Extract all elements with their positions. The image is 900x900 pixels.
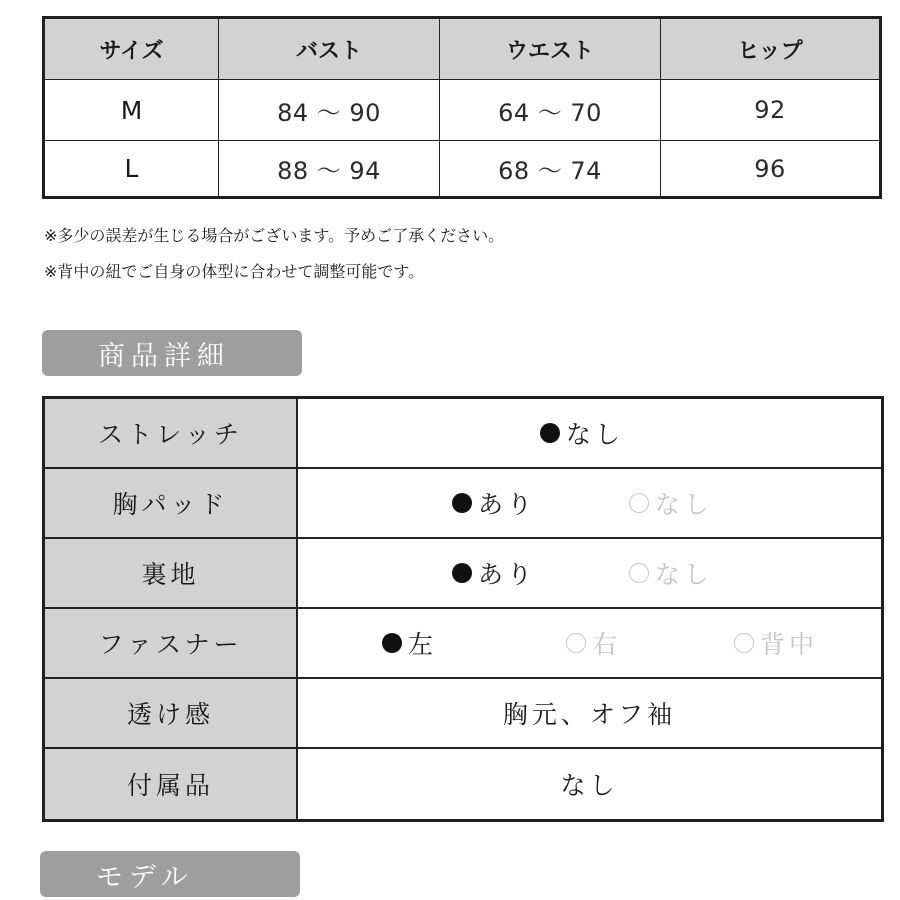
filled-circle-icon — [452, 493, 472, 513]
chest-pad-label: 胸パッド — [45, 469, 298, 539]
size-header-waist: ウエスト — [440, 19, 661, 80]
accessories-label: 付属品 — [45, 749, 298, 819]
empty-circle-icon — [629, 493, 649, 513]
size-m-hip: 92 — [661, 80, 879, 141]
size-l-waist: 68 ～ 74 — [440, 141, 661, 196]
size-header-bust: バスト — [219, 19, 440, 80]
detail-table — [42, 396, 884, 822]
size-notes — [44, 218, 504, 290]
empty-circle-icon — [566, 633, 586, 653]
fastener-option-right: 右 — [566, 625, 621, 661]
lining-value — [298, 539, 881, 609]
section-header-details: 商品詳細 — [42, 330, 302, 376]
size-l-bust: 88 ～ 94 — [219, 141, 440, 196]
fastener-label: ファスナー — [45, 609, 298, 679]
filled-circle-icon — [382, 633, 402, 653]
sheer-value: 胸元、オフ袖 — [298, 679, 881, 749]
empty-circle-icon — [734, 633, 754, 653]
chest-pad-option-unselected: なし — [629, 485, 713, 521]
size-table — [42, 16, 882, 199]
size-header-size: サイズ — [45, 19, 219, 80]
stretch-option-selected: なし — [540, 415, 624, 451]
size-m-waist: 64 ～ 70 — [440, 80, 661, 141]
size-l-hip: 96 — [754, 154, 786, 183]
empty-circle-icon — [629, 563, 649, 583]
lining-option-selected: あり — [452, 555, 536, 591]
size-m-label: M — [45, 80, 219, 141]
note-measurement-error: ※多少の誤差が生じる場合がございます。予めご了承ください。 — [44, 226, 505, 245]
accessories-value: なし — [560, 771, 619, 800]
filled-circle-icon — [452, 563, 472, 583]
stretch-label: ストレッチ — [45, 399, 298, 469]
size-m-bust: 84 ～ 90 — [219, 80, 440, 141]
lining-label: 裏地 — [45, 539, 298, 609]
lining-option-unselected: なし — [629, 555, 713, 591]
sheer-label: 透け感 — [45, 679, 298, 749]
chest-pad-option-selected: あり — [452, 485, 536, 521]
section-header-model: モデル — [40, 851, 300, 897]
fastener-value — [298, 609, 881, 679]
size-header-hip: ヒップ — [661, 19, 879, 80]
stretch-value — [298, 399, 881, 469]
size-l-label: L — [45, 141, 219, 196]
filled-circle-icon — [540, 423, 560, 443]
fastener-option-back: 背中 — [734, 625, 818, 661]
note-adjustable-strap: ※背中の紐でご自身の体型に合わせて調整可能です。 — [44, 262, 425, 281]
chest-pad-value — [298, 469, 881, 539]
fastener-option-left: 左 — [382, 625, 437, 661]
